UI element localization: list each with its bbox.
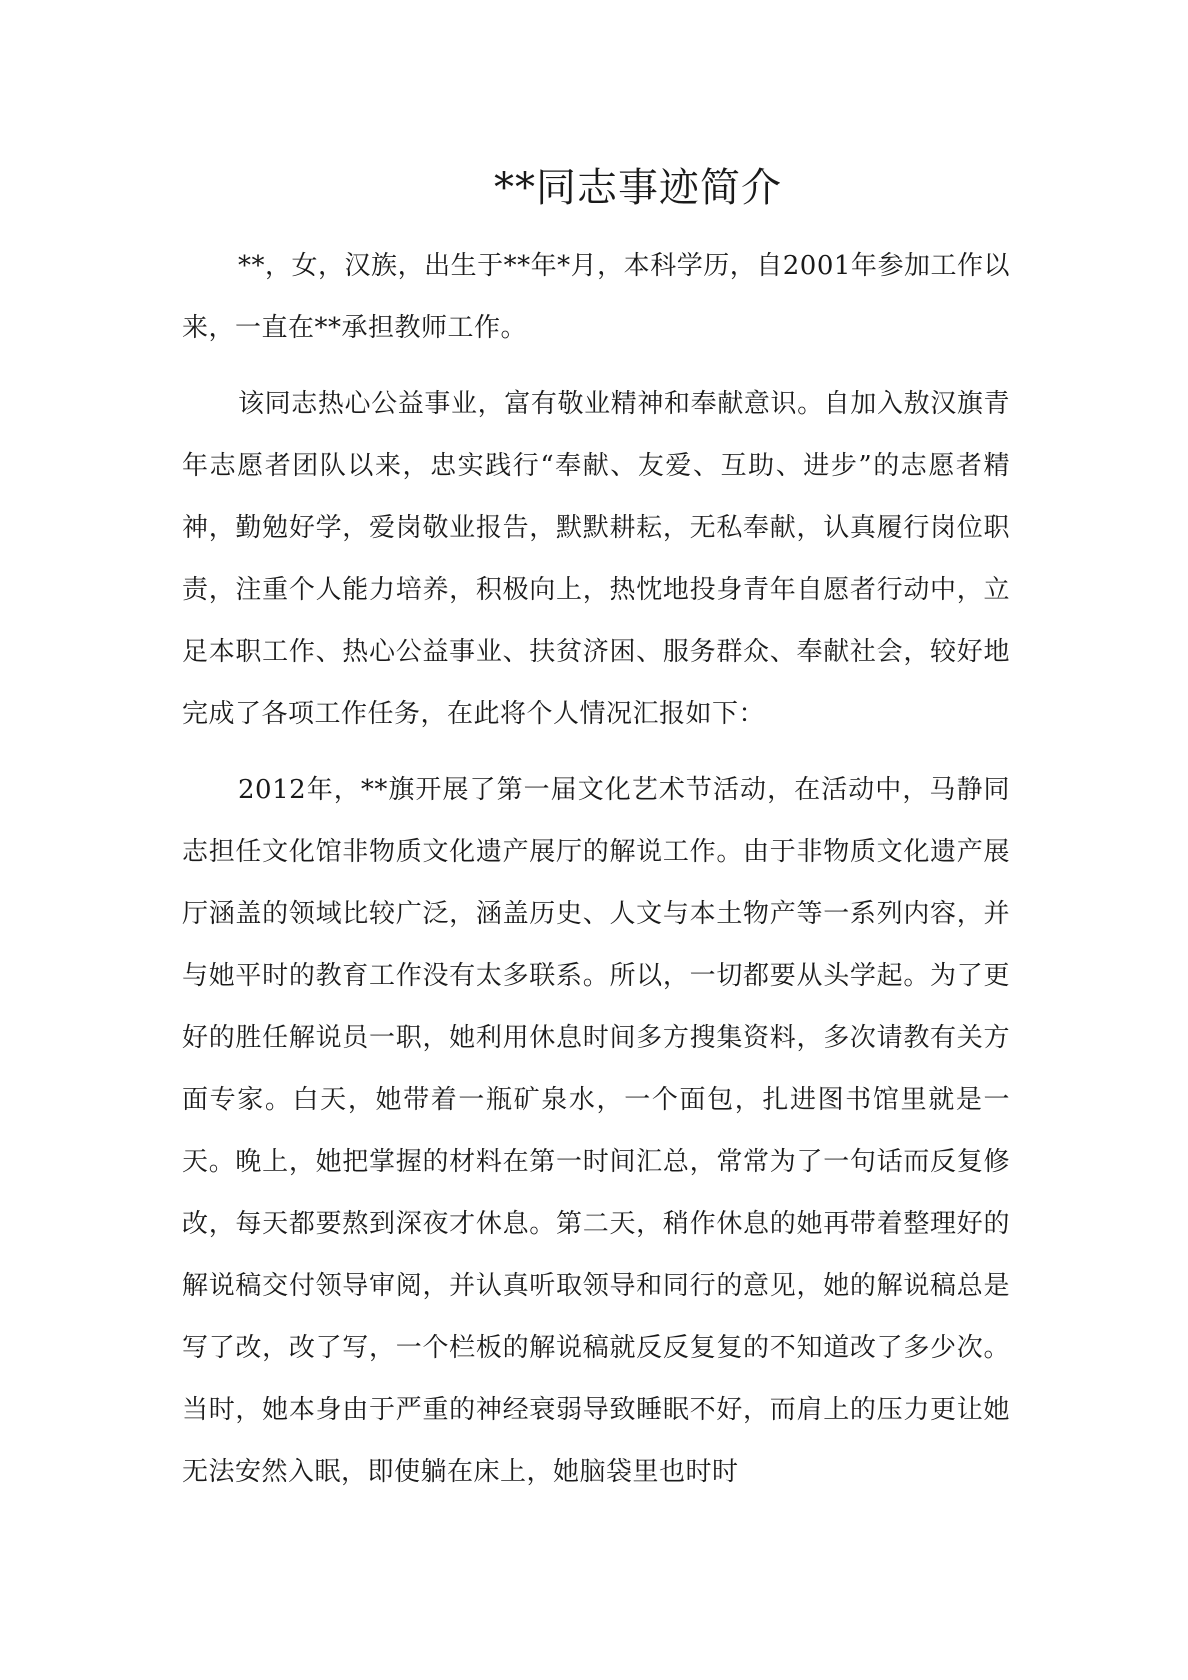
- document-body: [182, 235, 1010, 1517]
- paragraph-volunteer: 该同志热心公益事业，富有敬业精神和奉献意识。自加入敖汉旗青年志愿者团队以来，忠实践行“奉献、友爱、互助、进步”的志愿者精神，勤勉好学，爱岗敬业报告，默默耕耘，无私奉献，认真履行岗位职责，注重个人能力培养，积极向上，热忱地投身青年自愿者行动中，立足本职工作、热心公益事业、扶贫济困、服务群众、奉献社会，较好地完成了各项工作任务，在此将个人情况汇报如下：: [182, 389, 1010, 729]
- document-title: **同志事迹简介: [494, 165, 782, 211]
- paragraph-intro: **，女，汉族，出生于**年*月，本科学历，自2001年参加工作以来，一直在**承担教师工作。: [182, 251, 1010, 343]
- paragraph-2012-festival: 2012年，**旗开展了第一届文化艺术节活动，在活动中，马静同志担任文化馆非物质文化遗产展厅的解说工作。由于非物质文化遗产展厅涵盖的领域比较广泛，涵盖历史、人文与本土物产等一系列内容，并与她平时的教育工作没有太多联系。所以，一切都要从头学起。为了更好的胜任解说员一职，她利用休息时间多方搜集资料，多次请教有关方面专家。白天，她带着一瓶矿泉水，一个面包，扎进图书馆里就是一天。晚上，她把掌握的材料在第一时间汇总，常常为了一句话而反复修改，每天都要熬到深夜才休息。第二天，稍作休息的她再带着整理好的解说稿交付领导审阅，并认真听取领导和同行的意见，她的解说稿总是写了改，改了写，一个栏板的解说稿就反反复复的不知道改了多少次。当时，她本身由于严重的神经衰弱导致睡眠不好，而肩上的压力更让她无法安然入眠，即使躺在床上，她脑袋里也时时: [182, 775, 1010, 1487]
